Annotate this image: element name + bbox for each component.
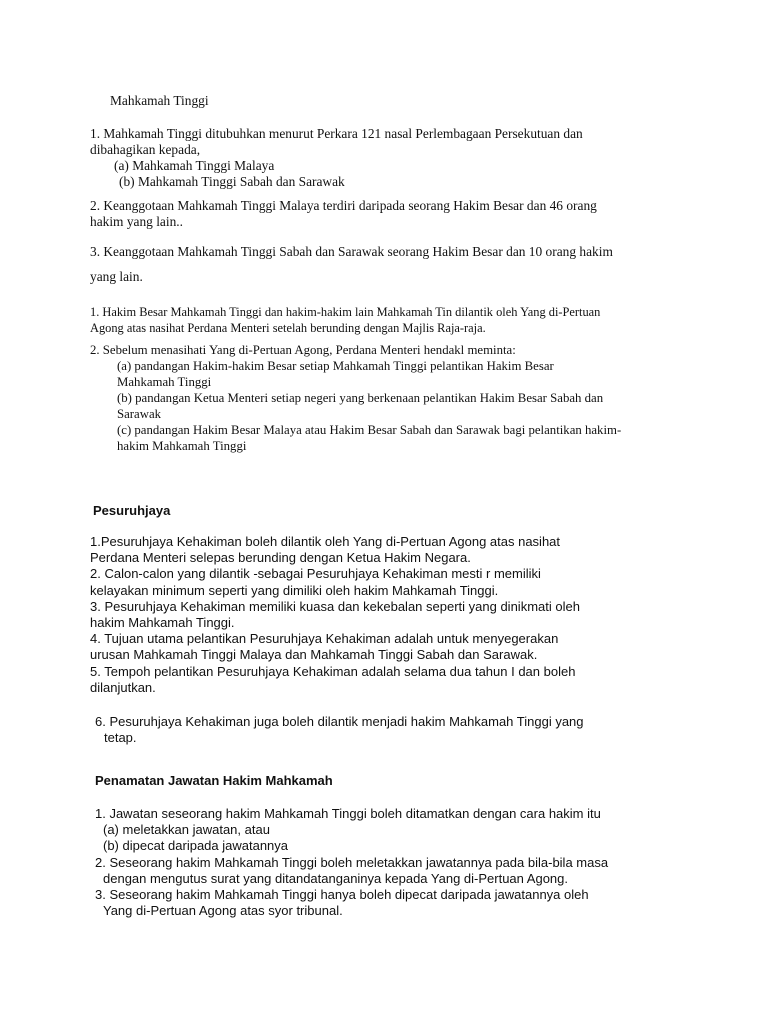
list-item: Sarawak [117, 407, 162, 421]
list-item: tetap. [104, 730, 137, 746]
text-line: yang lain. [90, 269, 143, 284]
list-item: (b) dipecat daripada jawatannya [103, 838, 289, 854]
list-item: dilanjutkan. [90, 679, 156, 695]
paragraph-4 [90, 304, 600, 336]
list-item: 4. Tujuan utama pelantikan Pesuruhjaya Kehakiman adalah untuk menyegerakan [90, 631, 559, 647]
list-item: (b) pandangan Ketua Menteri setiap negeri yang berkenaan pelantikan Hakim Besar Sabah dan [117, 391, 604, 405]
pesuruhjaya-list [90, 534, 580, 696]
text-line: 1. Hakim Besar Mahkamah Tinggi dan hakim-hakim lain Mahkamah Tin dilantik oleh Yang di-Pertuan [90, 305, 601, 319]
list-item: urusan Mahkamah Tinggi Malaya dan Mahkamah Tinggi Sabah dan Sarawak. [90, 647, 538, 663]
text-line: 2. Sebelum menasihati Yang di-Pertuan Agong, Perdana Menteri hendakl meminta: [90, 343, 516, 357]
list-item: 2. Seseorang hakim Mahkamah Tinggi boleh meletakkan jawatannya pada bila-bila masa [95, 854, 609, 870]
paragraph-1 [90, 126, 583, 190]
list-item: (c) pandangan Hakim Besar Malaya atau Hakim Besar Sabah dan Sarawak bagi pelantikan hakim- [117, 423, 622, 437]
list-item: hakim Mahkamah Tinggi [117, 439, 247, 453]
paragraph-3 [90, 239, 613, 289]
list-item: (a) pandangan Hakim-hakim Besar setiap Mahkamah Tinggi pelantikan Hakim Besar [117, 359, 554, 373]
section-title-mahkamah-tinggi: Mahkamah Tinggi [110, 93, 209, 108]
list-item: Perdana Menteri selepas berunding dengan Ketua Hakim Negara. [90, 550, 471, 566]
list-item: kelayakan minimum seperti yang dimiliki oleh hakim Mahkamah Tinggi. [90, 582, 499, 598]
list-item: Mahkamah Tinggi [117, 375, 212, 389]
text-line: dibahagikan kepada, [90, 142, 201, 157]
list-item: 6. Pesuruhjaya Kehakiman juga boleh dilantik menjadi hakim Mahkamah Tinggi yang [95, 714, 584, 729]
list-item: 1.Pesuruhjaya Kehakiman boleh dilantik oleh Yang di-Pertuan Agong atas nasihat [90, 534, 561, 549]
paragraph-5 [90, 342, 621, 454]
text-line: 2. Keanggotaan Mahkamah Tinggi Malaya terdiri daripada seorang Hakim Besar dan 46 orang [90, 198, 597, 213]
list-item: 3. Pesuruhjaya Kehakiman memiliki kuasa dan kekebalan seperti yang dinikmati oleh [90, 598, 580, 614]
pesuruhjaya-item-6 [95, 714, 584, 746]
penamatan-list [95, 806, 608, 919]
section-title-penamatan-jawatan: Penamatan Jawatan Hakim Mahkamah [95, 773, 333, 788]
paragraph-2 [90, 198, 597, 230]
list-item: (a) Mahkamah Tinggi Malaya [114, 158, 275, 173]
list-item: 2. Calon-calon yang dilantik -sebagai Pesuruhjaya Kehakiman mesti r memiliki [90, 566, 541, 582]
text-line: 3. Keanggotaan Mahkamah Tinggi Sabah dan Sarawak seorang Hakim Besar dan 10 orang hakim [90, 244, 613, 259]
list-item: (a) meletakkan jawatan, atau [103, 822, 270, 838]
text-line: 1. Mahkamah Tinggi ditubuhkan menurut Perkara 121 nasal Perlembagaan Persekutuan dan [90, 126, 583, 141]
list-item: hakim Mahkamah Tinggi. [90, 615, 235, 631]
text-line: hakim yang lain.. [90, 214, 183, 229]
list-item: Yang di-Pertuan Agong atas syor tribunal. [103, 903, 343, 919]
list-item: 3. Seseorang hakim Mahkamah Tinggi hanya boleh dipecat daripada jawatannya oleh [95, 887, 589, 903]
section-title-pesuruhjaya: Pesuruhjaya [93, 503, 171, 518]
list-item: dengan mengutus surat yang ditandatanganinya kepada Yang di-Pertuan Agong. [103, 870, 568, 886]
text-line: Agong atas nasihat Perdana Menteri setelah berunding dengan Majlis Raja-raja. [90, 321, 486, 335]
list-item: 1. Jawatan seseorang hakim Mahkamah Tinggi boleh ditamatkan dengan cara hakim itu [95, 806, 601, 821]
list-item: 5. Tempoh pelantikan Pesuruhjaya Kehakiman adalah selama dua tahun I dan boleh [90, 663, 576, 679]
list-item: (b) Mahkamah Tinggi Sabah dan Sarawak [119, 174, 345, 189]
